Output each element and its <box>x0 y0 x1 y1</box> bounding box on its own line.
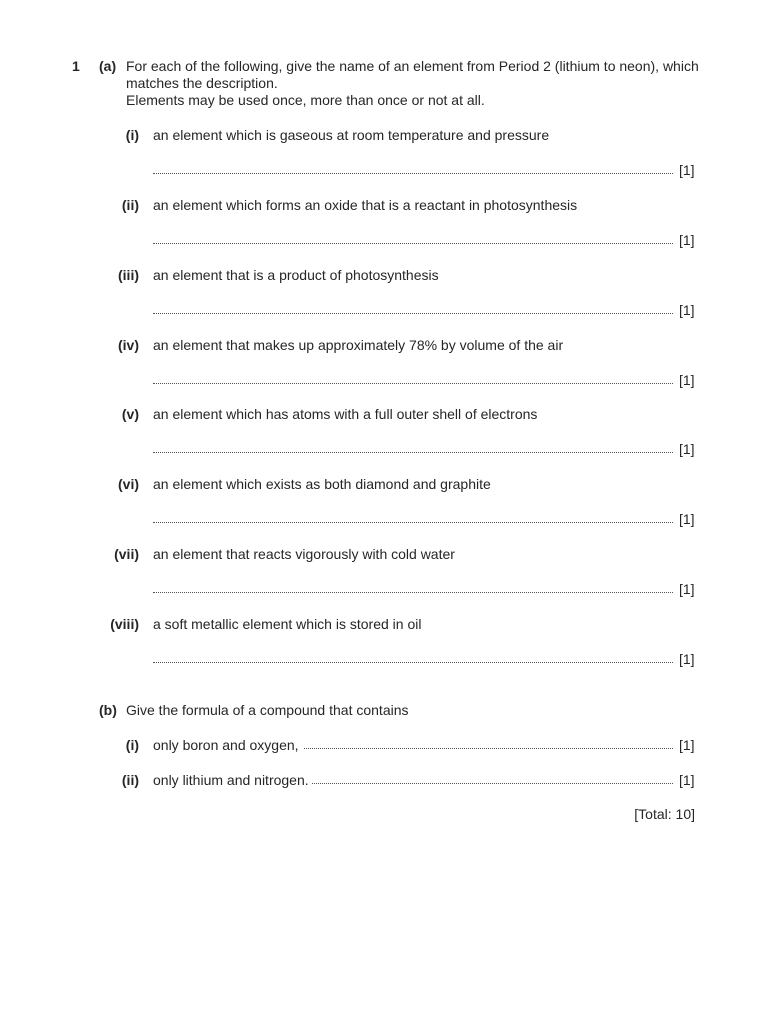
mark-a-ii: [1] <box>679 232 695 248</box>
part-a-intro: For each of the following, give the name of an element from Period 2 (lithium to neon), which matches the description. <box>126 58 699 91</box>
item-a-vi-label: (vi) <box>118 476 139 492</box>
item-a-viii-text: a soft metallic element which is stored in oil <box>153 616 422 632</box>
mark-a-iii: [1] <box>679 302 695 318</box>
answer-line-a-vii[interactable] <box>153 582 673 593</box>
item-a-viii-label: (viii) <box>110 616 139 632</box>
answer-line-a-v[interactable] <box>153 442 673 453</box>
item-a-ii-text: an element which forms an oxide that is a reactant in photosynthesis <box>153 197 578 213</box>
item-a-ii-label: (ii) <box>121 197 139 213</box>
item-a-i-label: (i) <box>125 127 139 143</box>
answer-line-a-iii[interactable] <box>153 303 673 314</box>
item-a-v-text: an element which has atoms with a full outer shell of electrons <box>153 406 538 422</box>
item-b-i-text: only boron and oxygen, <box>153 737 299 753</box>
item-a-iv-text: an element that makes up approximately 78% by volume of the air <box>153 337 564 353</box>
mark-a-vi: [1] <box>679 511 695 527</box>
mark-a-i: [1] <box>679 162 695 178</box>
mark-b-i: [1] <box>679 737 695 753</box>
answer-line-a-viii[interactable] <box>153 652 673 663</box>
mark-a-iv: [1] <box>679 372 695 388</box>
item-b-ii-text: only lithium and nitrogen. <box>153 772 309 788</box>
item-a-vii-label: (vii) <box>114 546 139 562</box>
mark-a-viii: [1] <box>679 651 695 667</box>
part-b-intro: Give the formula of a compound that contains <box>126 702 409 718</box>
part-b-label: (b) <box>99 702 117 718</box>
answer-line-b-ii[interactable] <box>312 773 673 784</box>
answer-line-a-vi[interactable] <box>153 512 673 523</box>
item-a-vi-text: an element which exists as both diamond and graphite <box>153 476 491 492</box>
mark-a-vii: [1] <box>679 581 695 597</box>
answer-line-b-i[interactable] <box>304 738 673 749</box>
item-a-i-text: an element which is gaseous at room temperature and pressure <box>153 127 550 143</box>
part-a-instruction: Elements may be used once, more than once or not at all. <box>126 92 485 108</box>
item-a-v-label: (v) <box>121 406 139 422</box>
mark-b-ii: [1] <box>679 772 695 788</box>
item-b-i-label: (i) <box>125 737 139 753</box>
answer-line-a-ii[interactable] <box>153 233 673 244</box>
item-a-vii-text: an element that reacts vigorously with cold water <box>153 546 455 562</box>
answer-line-a-iv[interactable] <box>153 373 673 384</box>
item-a-iv-label: (iv) <box>118 337 139 353</box>
part-a-label: (a) <box>99 58 117 74</box>
question-number: 1 <box>72 58 80 74</box>
item-b-ii-label: (ii) <box>121 772 139 788</box>
total-marks: [Total: 10] <box>634 806 695 822</box>
item-a-iii-label: (iii) <box>118 267 139 283</box>
mark-a-v: [1] <box>679 441 695 457</box>
answer-line-a-i[interactable] <box>153 163 673 174</box>
item-a-iii-text: an element that is a product of photosynthesis <box>153 267 439 283</box>
